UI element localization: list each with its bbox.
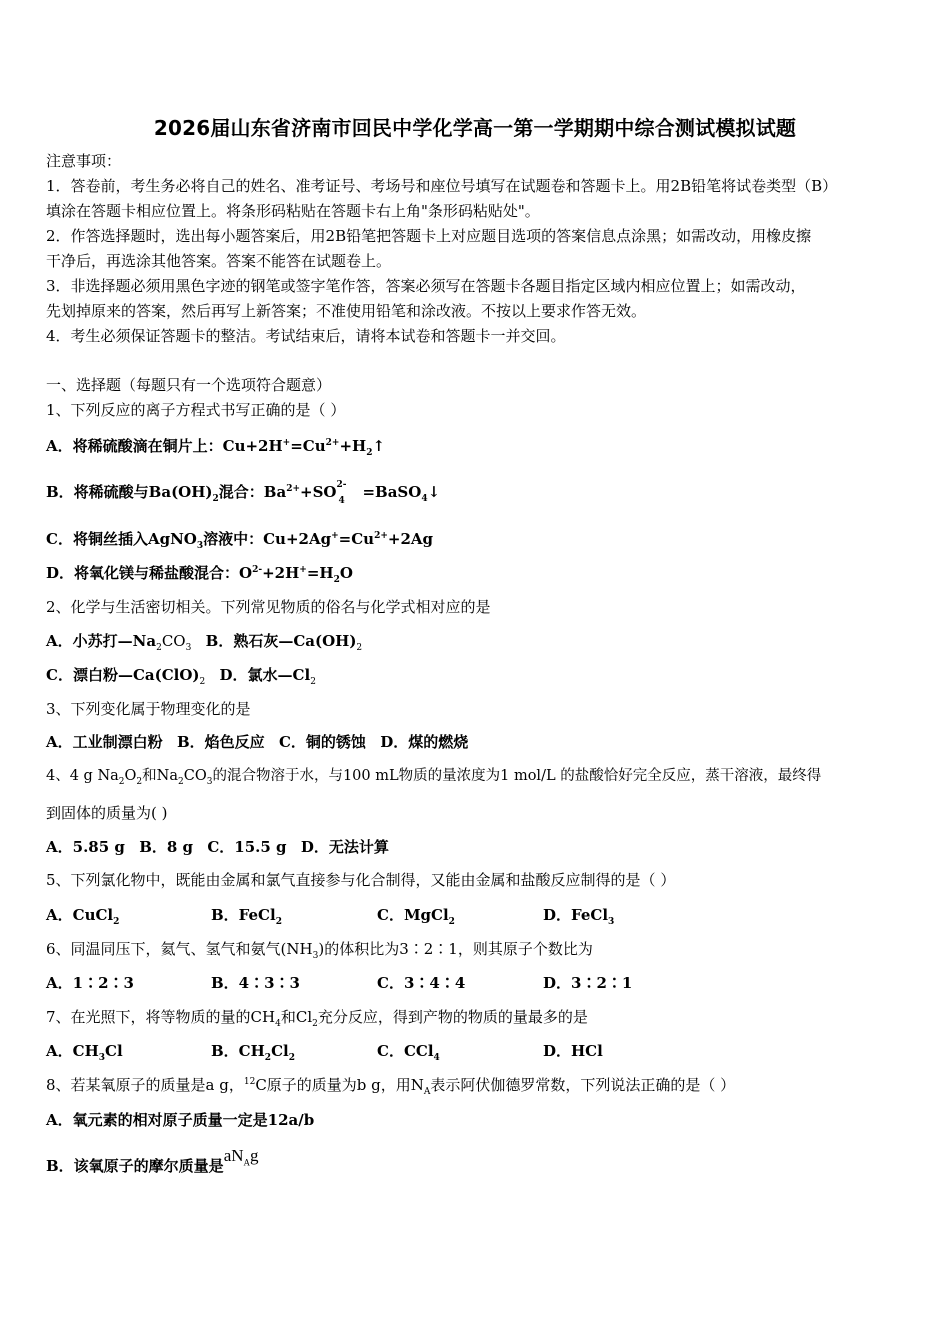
question-7-option-c: C．CCl$_4$ (377, 1042, 440, 1063)
notice-line: 2．作答选择题时，选出每小题答案后，用2B铅笔把答题卡上对应题目选项的答案信息点涂黑；如需改动，用橡皮擦 (46, 227, 812, 245)
question-5-stem: 5、下列氯化物中，既能由金属和氯气直接参与化合制得，又能由金属和盐酸反应制得的是（ ） (46, 871, 676, 889)
question-6-options (46, 973, 906, 993)
question-1-option-d: D．将氧化镁与稀盐酸混合：$O^{2-}+2H^+=H_2O$ (46, 564, 353, 585)
question-5-option-d: D．FeCl$_3$ (543, 906, 615, 927)
question-7-option-a: A．$CH_3Cl$ (46, 1042, 123, 1063)
notice-line: 3．非选择题必须用黑色字迹的钢笔或签字笔作答，答案必须写在答题卡各题目指定区域内相应位置上；如需改动， (46, 277, 806, 295)
notice-line: 1．答卷前，考生务必将自己的姓名、准考证号、考场号和座位号填写在试题卷和答题卡上。用2B铅笔将试卷类型（B） (46, 177, 838, 195)
question-3-options: A．工业制漂白粉 B．焰色反应 C．铜的锈蚀 D．煤的燃烧 (46, 733, 469, 751)
question-6-stem: 6、同温同压下，氦气、氢气和氨气$(NH_3)$的体积比为3∶2∶1，则其原子个数比为 (46, 940, 593, 961)
notice-line: 填涂在答题卡相应位置上。将条形码粘贴在答题卡右上角"条形码粘贴处"。 (46, 202, 540, 220)
question-3-stem: 3、下列变化属于物理变化的是 (46, 700, 251, 718)
question-5-option-c: C．MgCl$_2$ (377, 906, 455, 927)
question-1-option-a: A．将稀硫酸滴在铜片上：$Cu+2H^+=Cu^{2+}+H_2↑$ (46, 437, 386, 458)
question-2-options-row-2: C．漂白粉$—Ca(ClO)_2$ D．氯水$—Cl_2$ (46, 666, 316, 687)
question-8-stem: 8、若某氧原子的质量是a g，$^{12}$C原子的质量为b g，用$N_A$表示阿伏伽德罗常数，下列说法正确的是（ ） (46, 1076, 736, 1097)
molar-mass-expression: $aN_Ag$ (223, 1146, 259, 1168)
question-6-option-a: A．1∶2∶3 (46, 974, 134, 992)
section-heading: 一、选择题（每题只有一个选项符合题意） (46, 376, 332, 394)
notice-heading: 注意事项： (46, 152, 122, 170)
question-6-option-b: B．4∶3∶3 (211, 974, 300, 992)
question-5-option-a: A．CuCl$_2$ (46, 906, 120, 927)
question-6-option-d: D．3∶2∶1 (543, 974, 633, 992)
question-1-stem: 1、下列反应的离子方程式书写正确的是（ ） (46, 401, 346, 419)
question-1-option-c: C．将铜丝插入AgNO$_3$溶液中：$Cu+2Ag^+=Cu^{2+}+2Ag$ (46, 530, 434, 551)
question-7-option-d: D．HCl (543, 1042, 603, 1060)
question-2-options-row-1: A．小苏打$—Na_2CO_3$ B．熟石灰$—Ca(OH)_2$ (46, 632, 363, 653)
notice-line: 先划掉原来的答案，然后再写上新答案；不准使用铅笔和涂改液。不按以上要求作答无效。 (46, 302, 647, 320)
question-6-option-c: C．3∶4∶4 (377, 974, 466, 992)
notice-line: 4．考生必须保证答题卡的整洁。考试结束后，请将本试卷和答题卡一并交回。 (46, 327, 566, 345)
question-7-option-b: B．$CH_2Cl_2$ (211, 1042, 295, 1063)
question-4-stem-cont: 到固体的质量为( ) (46, 804, 168, 822)
question-4-stem: 4、4 g $Na_2O_2$和$Na_2CO_3$的混合物溶于水，与100 mL物质的量浓度为1 mol/L 的盐酸恰好完全反应，蒸干溶液，最终得 (46, 768, 822, 787)
question-2-stem: 2、化学与生活密切相关。下列常见物质的俗名与化学式相对应的是 (46, 598, 491, 616)
question-1-option-b: B．将稀硫酸与$Ba(OH)_2$混合：$Ba^{2+}+SO$ 2- 4 =BaSO$_4$↓ (46, 480, 441, 506)
question-7-stem: 7、在光照下，将等物质的量的$CH_4$和$Cl_2$充分反应，得到产物的物质的量最多的是 (46, 1008, 588, 1029)
page-title: 2026届山东省济南市回民中学化学高一第一学期期中综合测试模拟试题 (153, 116, 797, 140)
question-4-options: A．5.85 g B．8 g C．15.5 g D．无法计算 (46, 838, 389, 856)
question-5-options (46, 905, 906, 925)
question-7-options (46, 1041, 906, 1061)
question-8-option-a: A．氧元素的相对原子质量一定是12a/b (46, 1111, 315, 1129)
question-8-option-b: B．该氧原子的摩尔质量是$aN_Ag$ (46, 1146, 259, 1175)
question-5-option-b: B．FeCl$_2$ (211, 906, 282, 927)
notice-line: 干净后，再选涂其他答案。答案不能答在试题卷上。 (46, 252, 392, 270)
